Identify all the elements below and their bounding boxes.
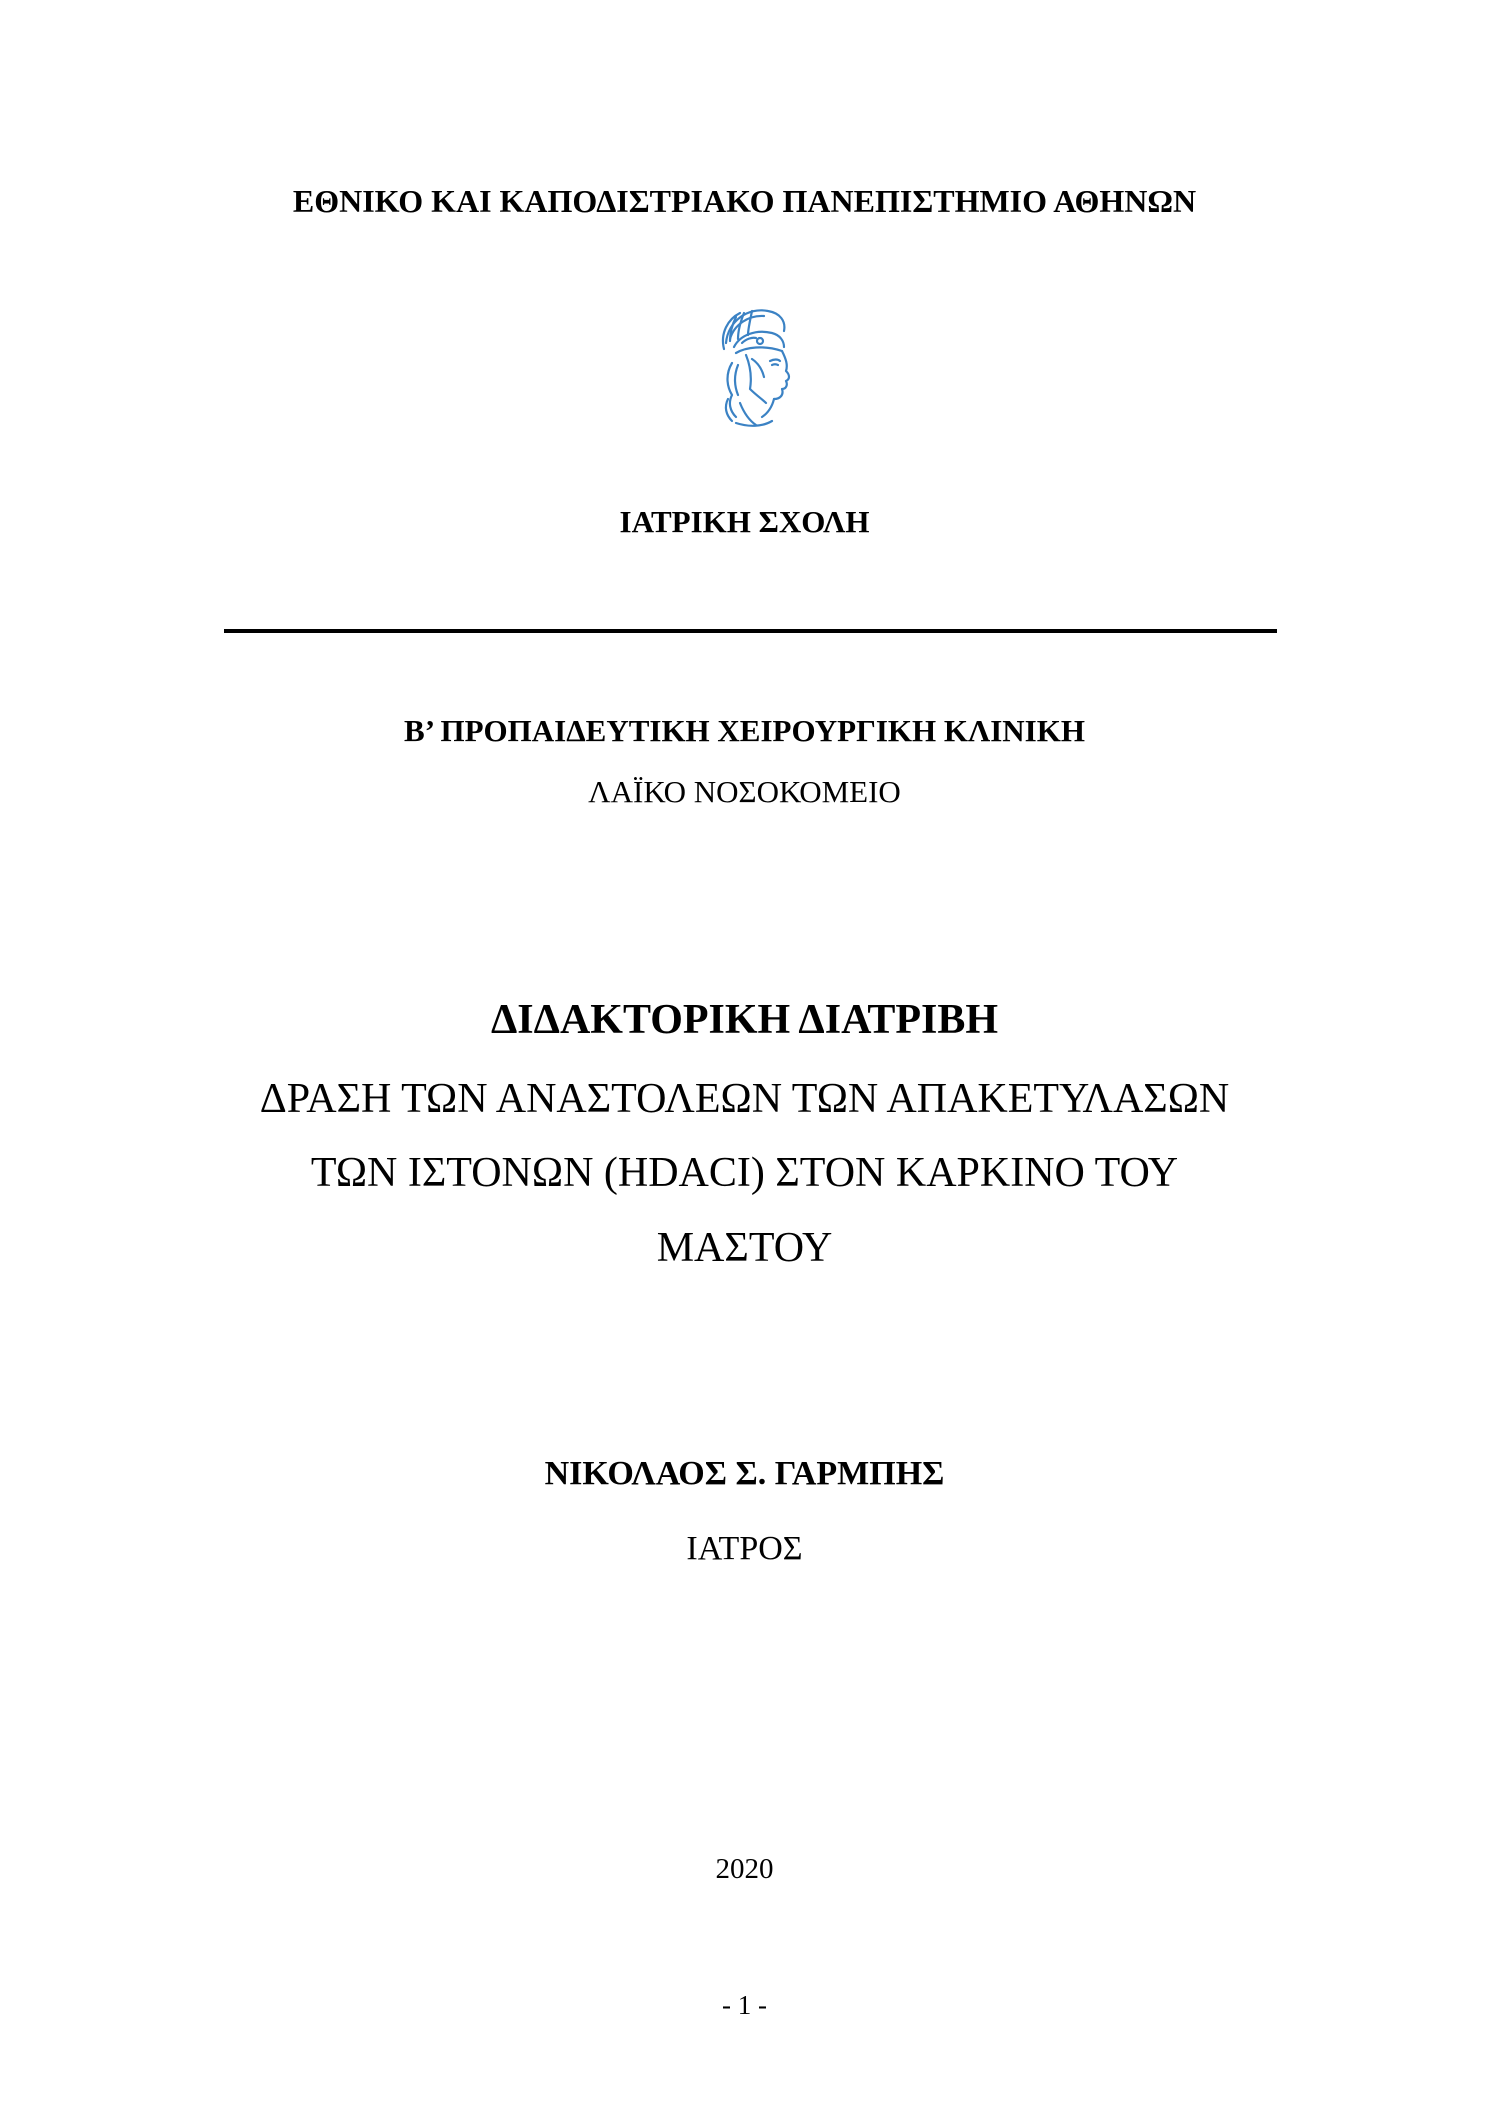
- thesis-title-line: ΜΑΣΤΟΥ: [656, 1225, 833, 1271]
- university-name: ΕΘΝΙΚΟ ΚΑΙ ΚΑΠΟΔΙΣΤΡΙΑΚΟ ΠΑΝΕΠΙΣΤΗΜΙΟ ΑΘΗΝΩΝ: [292, 183, 1197, 219]
- hospital-name: ΛΑΪΚΟ ΝΟΣΟΚΟΜΕΙΟ: [588, 774, 901, 809]
- author-name: ΝΙΚΟΛΑΟΣ Σ. ΓΑΡΜΠΗΣ: [544, 1455, 945, 1492]
- page-number: - 1 -: [722, 1990, 767, 2020]
- athena-head-emblem-icon: [706, 303, 796, 433]
- author-profession: ΙΑΤΡΟΣ: [686, 1530, 803, 1567]
- thesis-title-line: ΤΩΝ ΙΣΤΟΝΩΝ (HDACI) ΣΤΟΝ ΚΑΡΚΙΝΟ ΤΟΥ: [310, 1150, 1179, 1196]
- clinic-name: Β’ ΠΡΟΠΑΙΔΕΥΤΙΚΗ ΧΕΙΡΟΥΡΓΙΚΗ ΚΛΙΝΙΚΗ: [404, 713, 1085, 748]
- document-type-heading: ΔΙΔΑΚΤΟΡΙΚΗ ΔΙΑΤΡΙΒΗ: [490, 997, 999, 1043]
- publication-year: 2020: [715, 1853, 774, 1885]
- horizontal-divider: [224, 629, 1277, 633]
- school-name: ΙΑΤΡΙΚΗ ΣΧΟΛΗ: [619, 504, 870, 539]
- thesis-title-line: ΔΡΑΣΗ ΤΩΝ ΑΝΑΣΤΟΛΕΩΝ ΤΩΝ ΑΠΑΚΕΤΥΛΑΣΩΝ: [259, 1076, 1230, 1122]
